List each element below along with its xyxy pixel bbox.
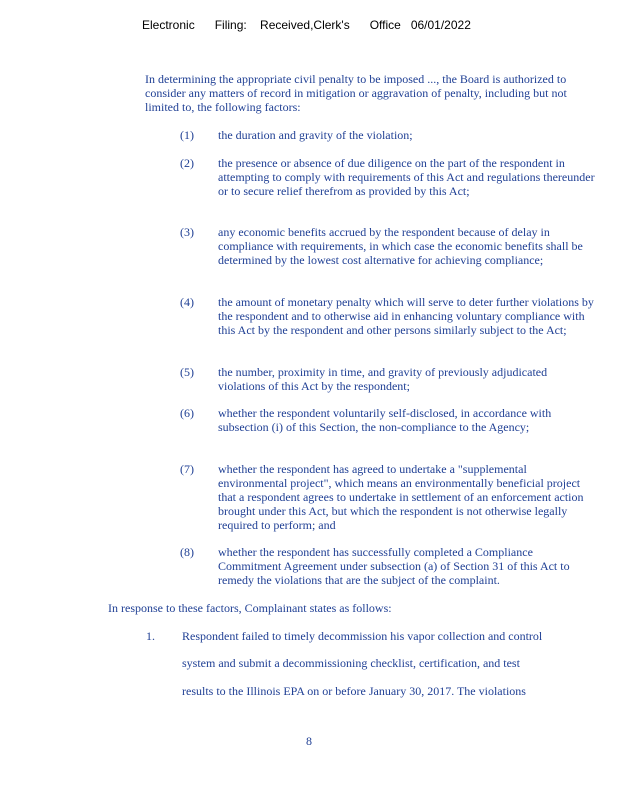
filing-header: Electronic Filing: Received,Clerk's Office 06/01/2022 <box>142 18 471 32</box>
intro-paragraph: In determining the appropriate civil penalty to be imposed ..., the Board is authorized to consider any matters of record in mitigation or aggravation of penalty, including but not limited to, the following factors: <box>145 72 567 114</box>
factor-text: the presence or absence of due diligence on the part of the respondent in attempting to comply with requirements of this Act and regulations thereunder or to secure relief therefrom as provided by this Act; <box>218 156 595 198</box>
factor-text: whether the respondent has successfully completed a Compliance Commitment Agreement under subsection (a) of Section 31 of this Act to remedy the violations that are the subject of the complaint. <box>218 545 570 587</box>
factor-number: (6) <box>180 406 194 420</box>
page-number: 8 <box>306 734 312 748</box>
factor-number: (8) <box>180 545 194 559</box>
factor-text: whether the respondent has agreed to undertake a "supplemental environmental project", which means an environmentally beneficial project that a respondent agrees to undertake in settlement of an enforcement action brought under this Act, but which the respondent is not otherwise legally required to perform; and <box>218 462 584 532</box>
response-intro: In response to these factors, Complainant states as follows: <box>108 601 392 615</box>
factor-text: the amount of monetary penalty which will serve to deter further violations by the respondent and to otherwise aid in enhancing voluntary compliance with this Act by the respondent and other persons similarly subject to the Act; <box>218 295 594 337</box>
item-text-line: results to the Illinois EPA on or before January 30, 2017. The violations <box>182 684 526 698</box>
factor-number: (5) <box>180 365 194 379</box>
factor-text: the number, proximity in time, and gravity of previously adjudicated violations of this Act by the respondent; <box>218 365 548 393</box>
factor-number: (1) <box>180 128 194 142</box>
item-number: 1. <box>146 629 155 643</box>
factor-text: whether the respondent voluntarily self-disclosed, in accordance with subsection (i) of this Section, the non-compliance to the Agency; <box>218 406 552 434</box>
factor-number: (4) <box>180 295 194 309</box>
factor-number: (7) <box>180 462 194 476</box>
factor-text: any economic benefits accrued by the respondent because of delay in compliance with requirements, in which case the economic benefits shall be determined by the lowest cost alternative for achieving compliance; <box>218 225 583 267</box>
factor-number: (3) <box>180 225 194 239</box>
item-text-line: system and submit a decommissioning checklist, certification, and test <box>182 656 520 670</box>
item-text-line: Respondent failed to timely decommission his vapor collection and control <box>182 629 543 643</box>
factor-number: (2) <box>180 156 194 170</box>
factor-text: the duration and gravity of the violation; <box>218 128 413 142</box>
